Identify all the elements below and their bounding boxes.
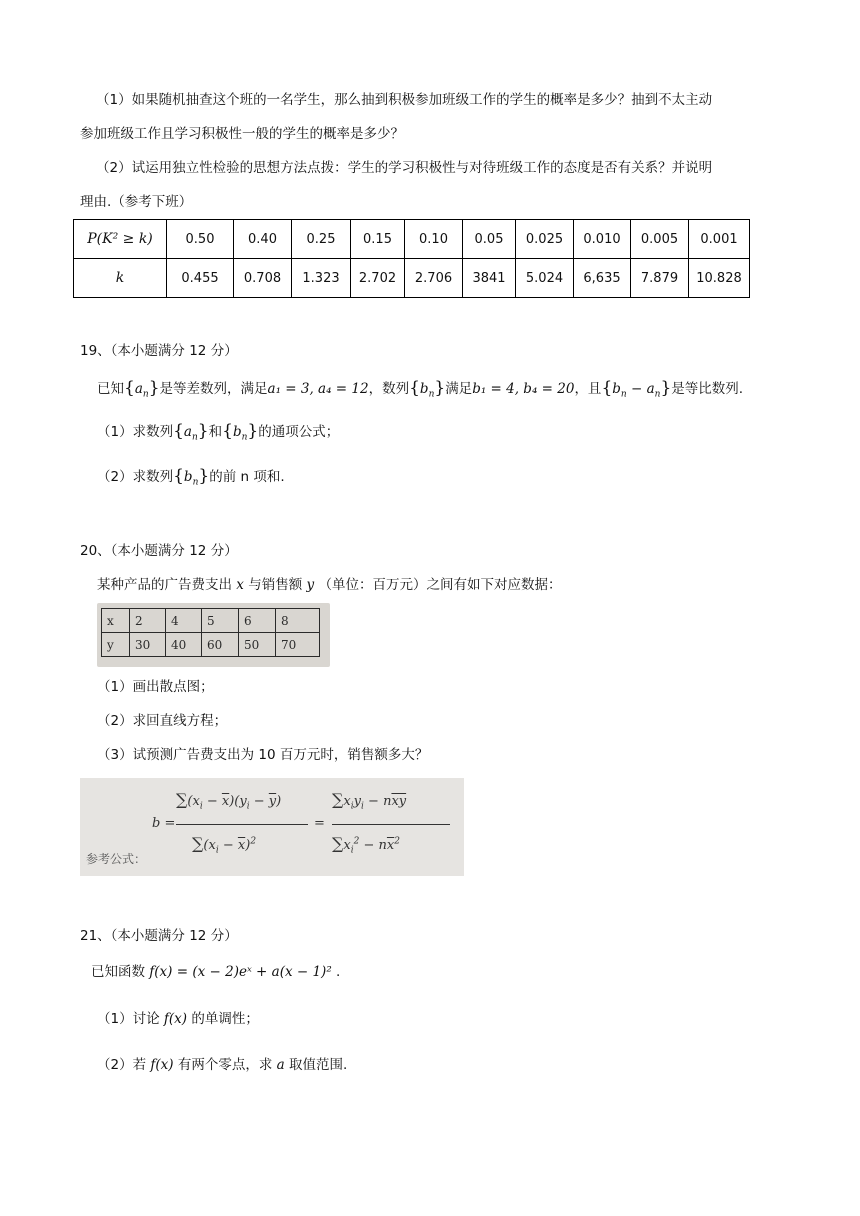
critical-value-table bbox=[73, 219, 750, 298]
q20-intro: 某种产品的广告费支出 x 与销售额 y （单位：百万元）之间有如下对应数据： bbox=[97, 577, 562, 593]
q21-part1: （1）讨论 f(x) 的单调性； bbox=[97, 1011, 259, 1027]
q19-condition-b: b₁ = 4, b₄ = 20 bbox=[472, 381, 575, 397]
table-cell: 7.879 bbox=[631, 259, 689, 298]
q20-part1: （1）画出散点图； bbox=[97, 679, 214, 695]
q19-condition-a: a₁ = 3, a₄ = 12 bbox=[267, 381, 369, 397]
table-cell: 50 bbox=[239, 633, 276, 657]
table-cell: 1.323 bbox=[292, 259, 351, 298]
table-cell: 30 bbox=[130, 633, 166, 657]
table-cell: 2 bbox=[130, 609, 166, 633]
table-cell: 4 bbox=[166, 609, 202, 633]
q21-header: 21、（本小题满分 12 分） bbox=[80, 928, 238, 944]
table-cell: 2.706 bbox=[405, 259, 463, 298]
table-cell: 5.024 bbox=[516, 259, 574, 298]
table-cell: 0.10 bbox=[405, 220, 463, 259]
table-cell: 0.708 bbox=[234, 259, 292, 298]
regression-formula-photo: 参考公式： b = $\sum(x_i - \overline{x})(y_i - \overline{y})$ $\sum(x_i - \overline{x})^2$ = $\sum x_iy_i - n\overline{xy}$ $\sum x_i^2 - n\overline{x}^2$ bbox=[80, 778, 464, 876]
table-cell: 40 bbox=[166, 633, 202, 657]
table-cell: 0.05 bbox=[463, 220, 516, 259]
table-cell: 0.025 bbox=[516, 220, 574, 259]
table-cell: 6 bbox=[239, 609, 276, 633]
q21-function: f(x) = (x − 2)eˣ + a(x − 1)² bbox=[149, 964, 332, 980]
q20-header: 20、（本小题满分 12 分） bbox=[80, 543, 238, 559]
q21-part2: （2）若 f(x) 有两个零点，求 a 取值范围. bbox=[97, 1057, 348, 1073]
table-cell: 0.15 bbox=[351, 220, 405, 259]
table-cell: 60 bbox=[202, 633, 239, 657]
table-cell: 0.005 bbox=[631, 220, 689, 259]
table-cell: x bbox=[102, 609, 130, 633]
q21-statement: 已知函数 f(x) = (x − 2)eˣ + a(x − 1)² . bbox=[91, 964, 341, 980]
table-row bbox=[74, 220, 750, 259]
table-cell: 3841 bbox=[463, 259, 516, 298]
table-cell: 2.702 bbox=[351, 259, 405, 298]
table-cell: 0.50 bbox=[167, 220, 234, 259]
xy-data-table bbox=[101, 608, 320, 657]
table-cell: 10.828 bbox=[689, 259, 750, 298]
table-cell: 0.010 bbox=[574, 220, 631, 259]
table-cell: 0.001 bbox=[689, 220, 750, 259]
table-cell: 0.455 bbox=[167, 259, 234, 298]
q19-statement: 已知$\{a_n\}$是等差数列，满足a₁ = 3, a₄ = 12，数列$\{b_n\}$满足b₁ = 4, b₄ = 20，且$\{b_n - a_n\}$是等比数列. bbox=[97, 378, 744, 400]
q18-part2-line2: 理由.（参考下班） bbox=[80, 194, 193, 210]
table-cell: 0.40 bbox=[234, 220, 292, 259]
q20-part2: （2）求回直线方程； bbox=[97, 713, 228, 729]
table-head-k: k bbox=[74, 259, 167, 298]
formula-label: 参考公式： bbox=[86, 852, 147, 866]
table-row bbox=[102, 609, 320, 633]
data-table-photo bbox=[97, 603, 330, 667]
table-cell: 6,635 bbox=[574, 259, 631, 298]
table-cell: 0.25 bbox=[292, 220, 351, 259]
q18-part1-line1: （1）如果随机抽查这个班的一名学生，那么抽到积极参加班级工作的学生的概率是多少？抽到不太主动 bbox=[96, 92, 713, 108]
table-cell: 70 bbox=[276, 633, 320, 657]
q20-part3: （3）试预测广告费支出为 10 百万元时，销售额多大？ bbox=[97, 747, 429, 763]
q19-part1: （1）求数列$\{a_n\}$和$\{b_n\}$的通项公式； bbox=[97, 421, 340, 443]
q18-part1-line2: 参加班级工作且学习积极性一般的学生的概率是多少？ bbox=[80, 126, 404, 142]
q18-part2-line1: （2）试运用独立性检验的思想方法点拨：学生的学习积极性与对待班级工作的态度是否有关系？并说明 bbox=[96, 160, 713, 176]
table-row bbox=[102, 633, 320, 657]
q19-part2: （2）求数列$\{b_n\}$的前 n 项和. bbox=[97, 466, 285, 488]
q19-header: 19、（本小题满分 12 分） bbox=[80, 343, 238, 359]
table-head-probability: P(K² ≥ k) bbox=[74, 220, 167, 259]
table-cell: 8 bbox=[276, 609, 320, 633]
table-cell: 5 bbox=[202, 609, 239, 633]
table-cell: y bbox=[102, 633, 130, 657]
table-row bbox=[74, 259, 750, 298]
